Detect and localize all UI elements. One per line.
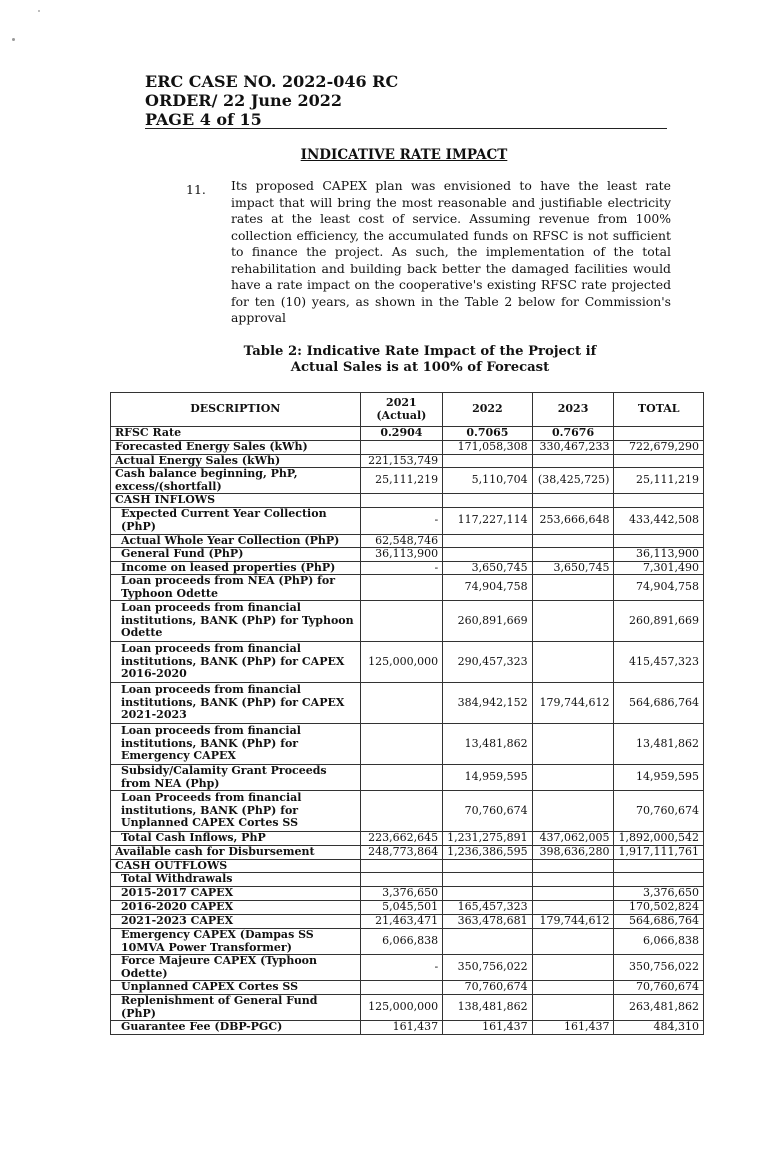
cell-v2021: 21,463,471 bbox=[360, 915, 443, 929]
cell-v2021: 0.2904 bbox=[360, 427, 443, 441]
cell-v2022 bbox=[443, 873, 532, 887]
cell-v2023 bbox=[532, 575, 614, 601]
cell-v2022: 5,110,704 bbox=[443, 468, 532, 494]
row-description: 2021-2023 CAPEX bbox=[111, 915, 361, 929]
cell-total: 70,760,674 bbox=[614, 981, 704, 995]
table-row bbox=[111, 601, 704, 642]
cell-v2021: 6,066,838 bbox=[360, 929, 443, 955]
cell-total: 14,959,595 bbox=[614, 765, 704, 791]
table-row bbox=[111, 1021, 704, 1035]
cell-v2021 bbox=[360, 724, 443, 765]
cell-v2023: 437,062,005 bbox=[532, 832, 614, 846]
cell-v2021: - bbox=[360, 507, 443, 534]
table-row bbox=[111, 791, 704, 832]
cell-v2021: 248,773,864 bbox=[360, 845, 443, 859]
cell-v2021: 161,437 bbox=[360, 1021, 443, 1035]
cell-v2021: - bbox=[360, 561, 443, 575]
cell-total bbox=[614, 494, 704, 508]
row-description: Cash balance beginning, PhP, excess/(shortfall) bbox=[111, 468, 361, 494]
cell-v2023: 398,636,280 bbox=[532, 845, 614, 859]
cell-v2022 bbox=[443, 548, 532, 562]
cell-v2021 bbox=[360, 791, 443, 832]
cell-v2023: 179,744,612 bbox=[532, 683, 614, 724]
row-description: RFSC Rate bbox=[111, 427, 361, 441]
table-row bbox=[111, 561, 704, 575]
header-2022: 2022 bbox=[443, 393, 532, 427]
table-row bbox=[111, 845, 704, 859]
table-row bbox=[111, 981, 704, 995]
row-description: Total Withdrawals bbox=[111, 873, 361, 887]
table-row bbox=[111, 468, 704, 494]
table-row bbox=[111, 859, 704, 873]
cell-total: 36,113,900 bbox=[614, 548, 704, 562]
cell-v2022: 117,227,114 bbox=[443, 507, 532, 534]
cell-v2023: 179,744,612 bbox=[532, 915, 614, 929]
cell-v2022 bbox=[443, 454, 532, 468]
table-row bbox=[111, 454, 704, 468]
table-row bbox=[111, 440, 704, 454]
cell-v2021 bbox=[360, 981, 443, 995]
cell-total bbox=[614, 454, 704, 468]
table-row bbox=[111, 832, 704, 846]
cell-v2023: 0.7676 bbox=[532, 427, 614, 441]
row-description: Force Majeure CAPEX (Typhoon Odette) bbox=[111, 955, 361, 981]
cell-total: 1,917,111,761 bbox=[614, 845, 704, 859]
cell-v2022: 260,891,669 bbox=[443, 601, 532, 642]
cell-total: 484,310 bbox=[614, 1021, 704, 1035]
cell-v2023: 161,437 bbox=[532, 1021, 614, 1035]
table-row bbox=[111, 724, 704, 765]
order-date: ORDER/ 22 June 2022 bbox=[145, 91, 342, 110]
cell-v2023 bbox=[532, 981, 614, 995]
row-description: CASH INFLOWS bbox=[111, 494, 361, 508]
table-row bbox=[111, 901, 704, 915]
cell-v2022 bbox=[443, 887, 532, 901]
page-number: PAGE 4 of 15 bbox=[145, 110, 262, 129]
cell-v2022: 3,650,745 bbox=[443, 561, 532, 575]
scan-speck bbox=[12, 38, 15, 41]
cell-v2023 bbox=[532, 534, 614, 548]
cell-v2022: 138,481,862 bbox=[443, 995, 532, 1021]
row-description: Actual Whole Year Collection (PhP) bbox=[111, 534, 361, 548]
cell-v2021 bbox=[360, 494, 443, 508]
cell-v2023: (38,425,725) bbox=[532, 468, 614, 494]
table-row bbox=[111, 995, 704, 1021]
table-row bbox=[111, 765, 704, 791]
cell-v2022: 1,236,386,595 bbox=[443, 845, 532, 859]
table-row bbox=[111, 507, 704, 534]
cell-total: 6,066,838 bbox=[614, 929, 704, 955]
table-caption bbox=[200, 344, 640, 376]
cell-total: 564,686,764 bbox=[614, 683, 704, 724]
cell-v2022: 171,058,308 bbox=[443, 440, 532, 454]
cell-total: 74,904,758 bbox=[614, 575, 704, 601]
row-description: Loan proceeds from NEA (PhP) for Typhoon Odette bbox=[111, 575, 361, 601]
cell-total: 350,756,022 bbox=[614, 955, 704, 981]
case-number: ERC CASE NO. 2022-046 RC bbox=[145, 72, 399, 91]
cell-v2023: 3,650,745 bbox=[532, 561, 614, 575]
cell-total: 25,111,219 bbox=[614, 468, 704, 494]
cell-v2021: 3,376,650 bbox=[360, 887, 443, 901]
row-description: Guarantee Fee (DBP-PGC) bbox=[111, 1021, 361, 1035]
table-row bbox=[111, 887, 704, 901]
cell-total: 13,481,862 bbox=[614, 724, 704, 765]
cell-v2021 bbox=[360, 873, 443, 887]
cell-v2021: - bbox=[360, 955, 443, 981]
row-description: Loan Proceeds from financial institutions, BANK (PhP) for Unplanned CAPEX Cortes SS bbox=[111, 791, 361, 832]
cell-v2021: 5,045,501 bbox=[360, 901, 443, 915]
cell-v2022: 384,942,152 bbox=[443, 683, 532, 724]
cell-v2023: 330,467,233 bbox=[532, 440, 614, 454]
row-description: 2015-2017 CAPEX bbox=[111, 887, 361, 901]
header-2023: 2023 bbox=[532, 393, 614, 427]
row-description: Income on leased properties (PhP) bbox=[111, 561, 361, 575]
header-total: TOTAL bbox=[614, 393, 704, 427]
cell-total: 70,760,674 bbox=[614, 791, 704, 832]
cell-v2021: 223,662,645 bbox=[360, 832, 443, 846]
cell-v2023 bbox=[532, 642, 614, 683]
table-caption-line-1: Table 2: Indicative Rate Impact of the Project if bbox=[243, 344, 597, 359]
cell-total bbox=[614, 873, 704, 887]
cell-v2021: 221,153,749 bbox=[360, 454, 443, 468]
cell-v2021 bbox=[360, 440, 443, 454]
cell-v2022: 165,457,323 bbox=[443, 901, 532, 915]
cell-v2022: 290,457,323 bbox=[443, 642, 532, 683]
cell-v2023 bbox=[532, 548, 614, 562]
row-description: 2016-2020 CAPEX bbox=[111, 901, 361, 915]
cell-total: 415,457,323 bbox=[614, 642, 704, 683]
row-description: Loan proceeds from financial institutions, BANK (PhP) for Emergency CAPEX bbox=[111, 724, 361, 765]
row-description: CASH OUTFLOWS bbox=[111, 859, 361, 873]
cell-v2023 bbox=[532, 873, 614, 887]
row-description: Loan proceeds from financial institutions, BANK (PhP) for CAPEX 2016-2020 bbox=[111, 642, 361, 683]
row-description: Expected Current Year Collection (PhP) bbox=[111, 507, 361, 534]
row-description: Available cash for Disbursement bbox=[111, 845, 361, 859]
cell-total: 722,679,290 bbox=[614, 440, 704, 454]
cell-v2022: 363,478,681 bbox=[443, 915, 532, 929]
cell-v2022 bbox=[443, 859, 532, 873]
cell-total: 7,301,490 bbox=[614, 561, 704, 575]
table-row bbox=[111, 929, 704, 955]
table-row bbox=[111, 683, 704, 724]
table-caption-line-2: Actual Sales is at 100% of Forecast bbox=[290, 360, 550, 375]
table-row bbox=[111, 427, 704, 441]
cell-v2021 bbox=[360, 575, 443, 601]
cell-v2021: 125,000,000 bbox=[360, 642, 443, 683]
cell-v2022: 350,756,022 bbox=[443, 955, 532, 981]
row-description: Forecasted Energy Sales (kWh) bbox=[111, 440, 361, 454]
header-rule bbox=[145, 128, 667, 129]
cell-total: 3,376,650 bbox=[614, 887, 704, 901]
row-description: Unplanned CAPEX Cortes SS bbox=[111, 981, 361, 995]
cell-v2022: 161,437 bbox=[443, 1021, 532, 1035]
cell-v2021: 25,111,219 bbox=[360, 468, 443, 494]
cell-v2022 bbox=[443, 929, 532, 955]
row-description: Replenishment of General Fund (PhP) bbox=[111, 995, 361, 1021]
cell-total bbox=[614, 859, 704, 873]
cell-total: 170,502,824 bbox=[614, 901, 704, 915]
row-description: Subsidy/Calamity Grant Proceeds from NEA (Php) bbox=[111, 765, 361, 791]
cell-total: 260,891,669 bbox=[614, 601, 704, 642]
cell-v2023 bbox=[532, 791, 614, 832]
cell-v2023 bbox=[532, 724, 614, 765]
cell-v2022: 14,959,595 bbox=[443, 765, 532, 791]
table-row bbox=[111, 534, 704, 548]
document-header bbox=[145, 72, 665, 129]
table-header-row bbox=[111, 393, 704, 427]
cell-v2022: 70,760,674 bbox=[443, 981, 532, 995]
cell-v2022 bbox=[443, 534, 532, 548]
cell-v2022: 1,231,275,891 bbox=[443, 832, 532, 846]
cell-total bbox=[614, 427, 704, 441]
cell-v2021: 125,000,000 bbox=[360, 995, 443, 1021]
cell-total: 564,686,764 bbox=[614, 915, 704, 929]
header-2021: 2021 (Actual) bbox=[360, 393, 443, 427]
table-row bbox=[111, 955, 704, 981]
table-body bbox=[111, 427, 704, 1035]
paragraph-text: Its proposed CAPEX plan was envisioned to have the least rate impact that will bring the most reasonable and justifiable electricity rates at the least cost of service. Assuming revenue from 100% collection efficiency, the accumulated funds on RFSC is not sufficient to finance the project. As such, the implementation of the total rehabilitation and building back better the damaged facilities would have a rate impact on the cooperative's existing RFSC rate projected for ten (10) years, as shown in the Table 2 below for Commission's approval bbox=[231, 178, 671, 325]
row-description: Actual Energy Sales (kWh) bbox=[111, 454, 361, 468]
row-description: Emergency CAPEX (Dampas SS 10MVA Power Transformer) bbox=[111, 929, 361, 955]
cell-v2021 bbox=[360, 683, 443, 724]
table-row bbox=[111, 575, 704, 601]
row-description: Loan proceeds from financial institutions, BANK (PhP) for CAPEX 2021-2023 bbox=[111, 683, 361, 724]
cell-total: 1,892,000,542 bbox=[614, 832, 704, 846]
cell-v2021 bbox=[360, 859, 443, 873]
cell-v2022: 70,760,674 bbox=[443, 791, 532, 832]
cell-v2022: 13,481,862 bbox=[443, 724, 532, 765]
cell-v2023 bbox=[532, 955, 614, 981]
cell-v2021 bbox=[360, 601, 443, 642]
table-row bbox=[111, 915, 704, 929]
cell-v2023 bbox=[532, 454, 614, 468]
paragraph-number: 11. bbox=[186, 182, 206, 197]
rate-impact-table bbox=[110, 392, 704, 1035]
cell-v2021 bbox=[360, 765, 443, 791]
header-description: DESCRIPTION bbox=[111, 393, 361, 427]
section-title: INDICATIVE RATE IMPACT bbox=[300, 147, 508, 163]
row-description: Total Cash Inflows, PhP bbox=[111, 832, 361, 846]
cell-v2022: 0.7065 bbox=[443, 427, 532, 441]
cell-v2023 bbox=[532, 494, 614, 508]
cell-v2023 bbox=[532, 765, 614, 791]
table-row bbox=[111, 642, 704, 683]
row-description: General Fund (PhP) bbox=[111, 548, 361, 562]
cell-total: 263,481,862 bbox=[614, 995, 704, 1021]
cell-v2023: 253,666,648 bbox=[532, 507, 614, 534]
cell-v2022 bbox=[443, 494, 532, 508]
cell-v2022: 74,904,758 bbox=[443, 575, 532, 601]
cell-v2023 bbox=[532, 887, 614, 901]
cell-v2023 bbox=[532, 859, 614, 873]
table-row bbox=[111, 548, 704, 562]
cell-v2023 bbox=[532, 601, 614, 642]
cell-v2023 bbox=[532, 929, 614, 955]
scan-speck bbox=[38, 10, 40, 12]
table-row bbox=[111, 873, 704, 887]
cell-v2021: 36,113,900 bbox=[360, 548, 443, 562]
cell-total bbox=[614, 534, 704, 548]
cell-v2023 bbox=[532, 901, 614, 915]
cell-total: 433,442,508 bbox=[614, 507, 704, 534]
row-description: Loan proceeds from financial institutions, BANK (PhP) for Typhoon Odette bbox=[111, 601, 361, 642]
cell-v2023 bbox=[532, 995, 614, 1021]
table-row bbox=[111, 494, 704, 508]
cell-v2021: 62,548,746 bbox=[360, 534, 443, 548]
